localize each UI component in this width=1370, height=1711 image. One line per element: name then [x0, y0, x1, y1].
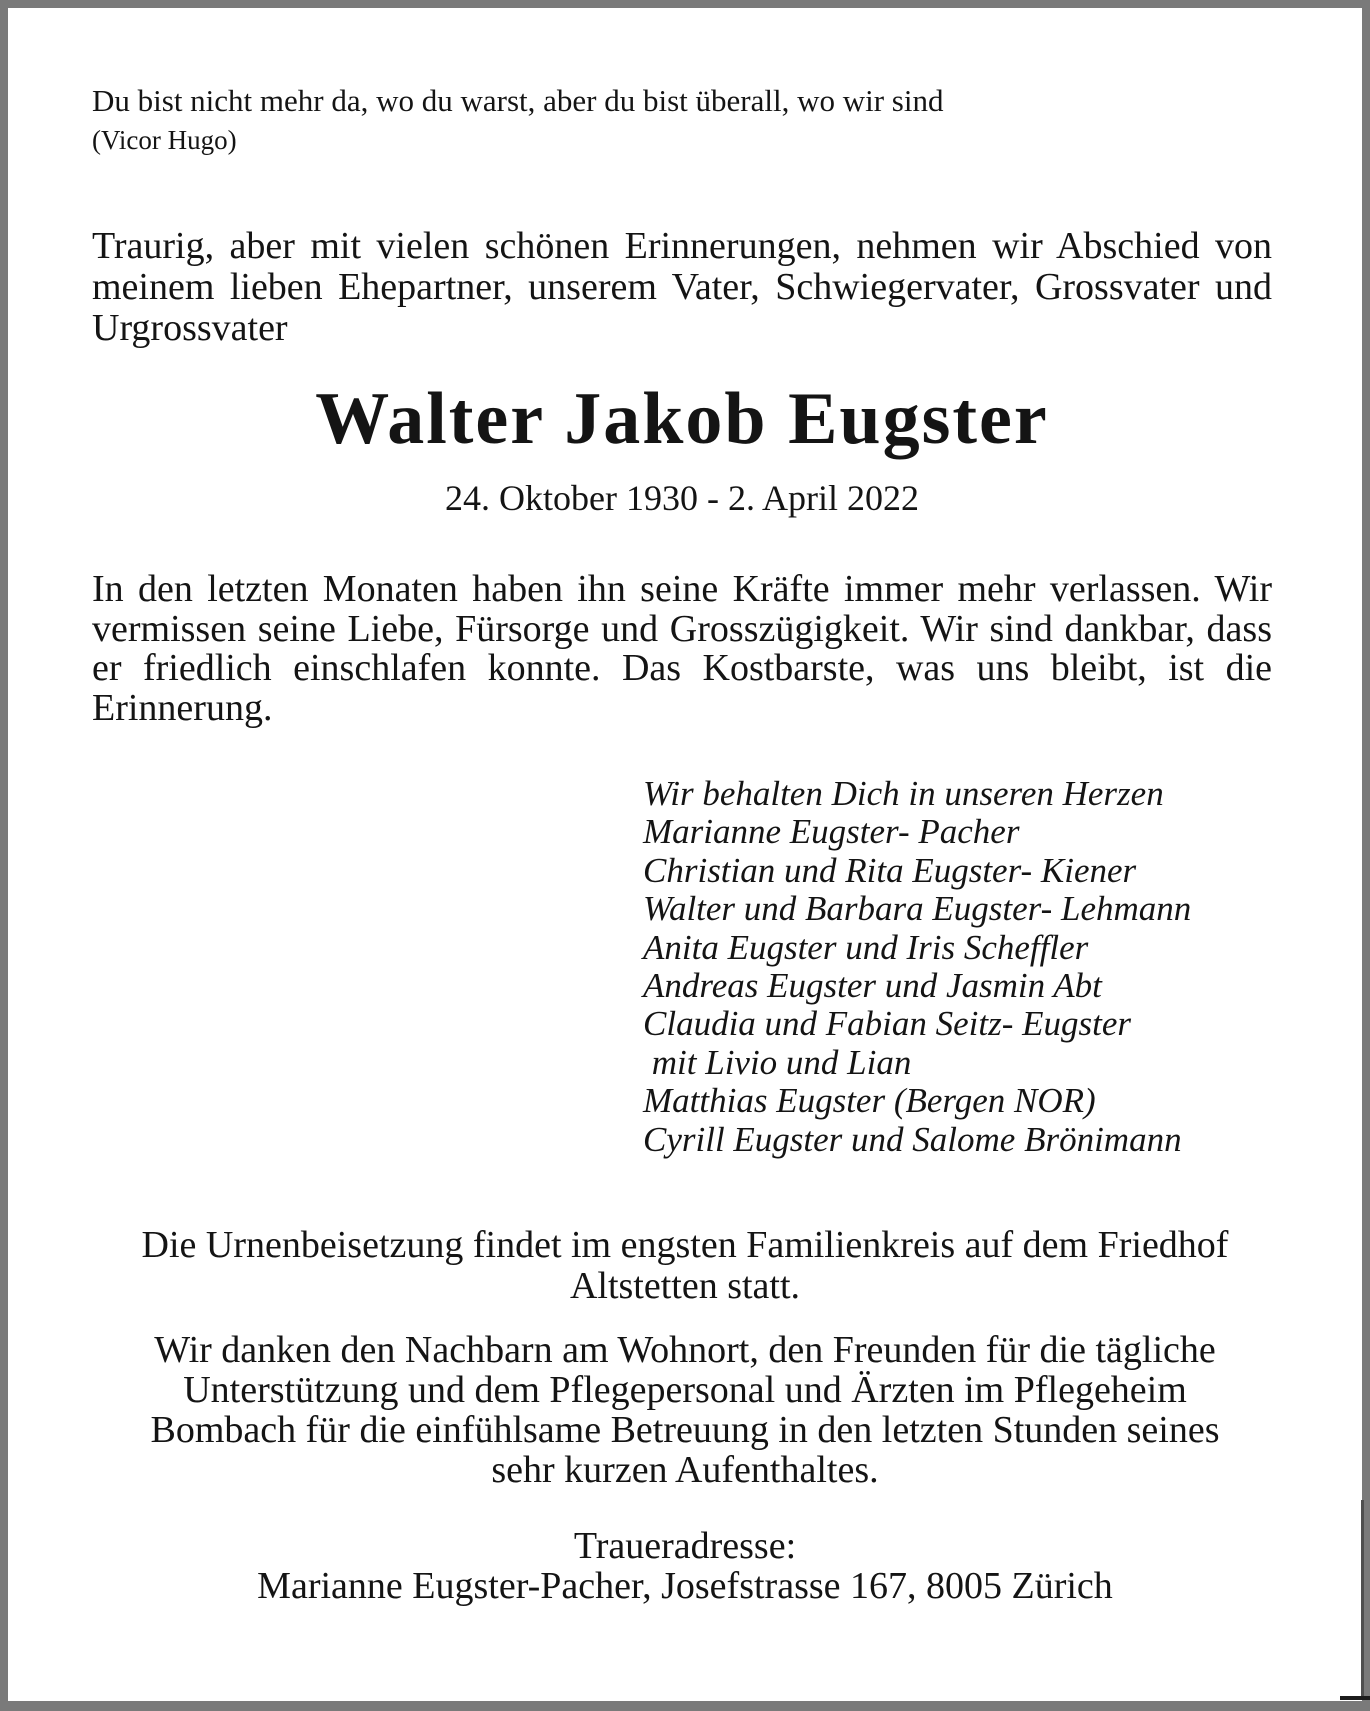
family-list-line: Walter und Barbara Eugster- Lehmann	[643, 889, 1192, 929]
mourning-address-label: Traueradresse:	[573, 1525, 797, 1567]
quote-text: Du bist nicht mehr da, wo du warst, aber du bist überall, wo wir sind	[92, 83, 944, 118]
family-list-line: mit Livio und Lian	[643, 1042, 912, 1082]
family-list-line: Wir behalten Dich in unseren Herzen	[643, 774, 1164, 813]
family-list-line: Marianne Eugster- Pacher	[643, 812, 1020, 852]
obituary-paragraph: In den letzten Monaten haben ihn seine Kräfte immer mehr verlassen. Wir vermissen seine Liebe, Fürsorge und Grosszügigkeit. Wir sind dankbar, dass er friedlich einschlafen konnte. Das Kostbarste, was uns bleibt, ist die Erinnerung.	[92, 568, 1272, 729]
family-list-line: Anita Eugster und Iris Scheffler	[643, 927, 1089, 967]
family-list	[643, 775, 1303, 1159]
family-list-line: Matthias Eugster (Bergen NOR)	[643, 1081, 1096, 1121]
quote-attribution: (Vicor Hugo)	[92, 125, 237, 155]
funeral-info: Die Urnenbeisetzung findet im engsten Familienkreis auf dem Friedhof Altstetten statt.	[141, 1224, 1229, 1307]
family-list-line: Christian und Rita Eugster- Kiener	[643, 850, 1137, 890]
family-list-line: Cyrill Eugster und Salome Brönimann	[643, 1119, 1182, 1159]
acknowledgement: Wir danken den Nachbarn am Wohnort, den Freunden für die tägliche Unterstützung und dem Pflegepersonal und Ärzten im Pflegeheim Bombach für die einfühlsame Betreuung in den letzten Stunden seines sehr kurzen Aufenthaltes.	[150, 1329, 1220, 1491]
family-list-line: Andreas Eugster und Jasmin Abt	[643, 966, 1102, 1006]
deceased-name: Walter Jakob Eugster	[315, 378, 1049, 460]
scan-artifact-horizontal-line	[1340, 1696, 1370, 1700]
family-list-line: Claudia und Fabian Seitz- Eugster	[643, 1004, 1132, 1044]
life-dates: 24. Oktober 1930 - 2. April 2022	[445, 478, 919, 518]
mourning-address: Marianne Eugster-Pacher, Josefstrasse 167, 8005 Zürich	[257, 1565, 1113, 1607]
scan-artifact-vertical-line	[1361, 1500, 1364, 1699]
mourning-address-block	[125, 1526, 1245, 1606]
intro-paragraph: Traurig, aber mit vielen schönen Erinnerungen, nehmen wir Abschied von meinem lieben Ehepartner, unserem Vater, Schwiegervater, Grossvater und Urgrossvater	[92, 225, 1272, 349]
